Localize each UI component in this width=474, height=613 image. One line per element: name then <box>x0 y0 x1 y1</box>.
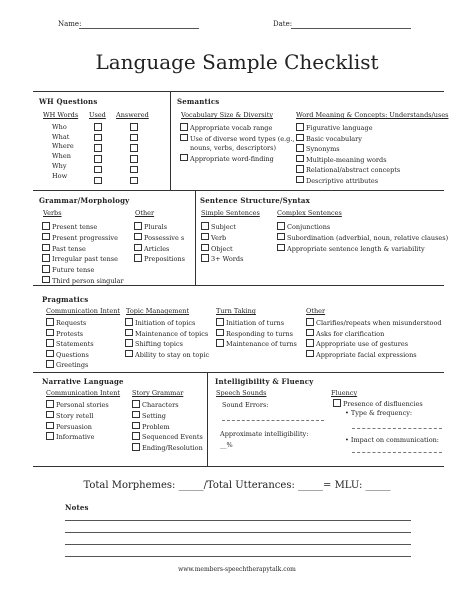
simple-item: Object <box>211 244 233 253</box>
checkbox[interactable] <box>42 254 50 262</box>
checkbox[interactable] <box>296 176 304 184</box>
percent-field[interactable]: __% <box>220 441 233 449</box>
wh-word: What <box>52 132 70 141</box>
wh-word: How <box>52 171 68 180</box>
notes-heading: Notes <box>65 503 89 512</box>
wh-word: When <box>52 152 71 161</box>
narr-comm-heading: Communication Intent <box>46 389 121 397</box>
checkbox[interactable] <box>296 123 304 131</box>
prag-comm-item: Requests <box>56 319 87 327</box>
grammar-other-item: Plurals <box>144 223 168 231</box>
checkbox[interactable] <box>306 339 314 347</box>
simple-heading: Simple Sentences <box>201 209 260 217</box>
turn-item: Initiation of turns <box>226 319 285 327</box>
checkbox[interactable] <box>132 400 140 408</box>
wh-answered-column <box>130 123 140 187</box>
fluency-heading: Fluency <box>331 389 358 397</box>
divider <box>207 372 208 466</box>
wh-used-checkbox[interactable] <box>94 134 102 142</box>
divider <box>33 190 444 191</box>
prag-other-item: Appropriate facial expressions <box>316 350 417 359</box>
checkbox[interactable] <box>46 400 54 408</box>
date-label: Date: <box>273 20 293 28</box>
narr-comm-list <box>46 400 109 443</box>
pragmatics-heading: Pragmatics <box>42 295 89 304</box>
story-item: Ending/Resolution <box>142 444 203 453</box>
prag-other-list <box>306 318 442 360</box>
type-freq-row: • Type & frequency: <box>345 409 413 417</box>
simple-item: Subject <box>211 223 236 231</box>
date-field[interactable] <box>291 28 411 29</box>
type-freq-label: Type & frequency: <box>350 409 413 417</box>
presence-row <box>333 399 423 409</box>
prag-other-item: Asks for clarification <box>316 329 385 338</box>
wh-used-checkbox[interactable] <box>94 155 102 163</box>
grammar-heading: Grammar/Morphology <box>39 196 130 205</box>
verbs-list <box>42 222 124 287</box>
story-item: Sequenced Events <box>142 433 203 442</box>
wh-col-used: Used <box>89 111 106 119</box>
turn-item: Responding to turns <box>226 329 294 338</box>
grammar-other-item: Possessive s <box>144 233 185 242</box>
meaning-item: Figurative language <box>306 124 373 132</box>
prag-other-item: Appropriate use of gestures <box>316 340 409 349</box>
simple-item: Verb <box>211 233 227 242</box>
complex-item: Conjunctions <box>287 223 331 231</box>
checkbox[interactable] <box>277 244 285 252</box>
checkbox[interactable] <box>201 244 209 252</box>
checkbox[interactable] <box>42 265 50 273</box>
mlu-totals: Total Morphemes: _____/Total Utterances: _____= MLU: _____ <box>83 480 391 491</box>
checkbox[interactable] <box>46 411 54 419</box>
checkbox[interactable] <box>306 318 314 326</box>
wh-word: Who <box>52 123 67 131</box>
complex-item: Subordination (adverbial, noun, relative clauses) <box>287 233 449 242</box>
story-list <box>132 400 203 454</box>
checkbox[interactable] <box>125 318 133 326</box>
wh-answered-checkbox[interactable] <box>130 155 138 163</box>
speech-heading: Speech Sounds <box>216 389 267 397</box>
wh-col-answered: Answered <box>116 111 149 119</box>
checkbox[interactable] <box>42 244 50 252</box>
complex-list <box>277 222 448 254</box>
topic-item: Shifting topics <box>135 340 183 349</box>
checkbox[interactable] <box>132 443 140 451</box>
checkbox[interactable] <box>180 154 188 162</box>
prag-comm-heading: Communication Intent <box>46 307 121 315</box>
vocab-item: Appropriate vocab range <box>190 124 273 132</box>
topic-heading: Topic Management <box>126 307 190 315</box>
divider <box>170 91 171 190</box>
wh-answered-checkbox[interactable] <box>130 134 138 142</box>
wh-answered-checkbox[interactable] <box>130 144 138 152</box>
checkbox[interactable] <box>134 222 142 230</box>
narr-comm-item: Informative <box>56 433 95 442</box>
prag-comm-item: Statements <box>56 340 94 349</box>
wh-word: Why <box>52 161 67 170</box>
page-title: Language Sample Checklist <box>95 50 379 74</box>
vocab-heading: Vocabulary Size & Diversity <box>181 111 274 119</box>
simple-item: 3+ Words <box>211 255 244 264</box>
story-heading: Story Grammar <box>132 389 184 397</box>
checkbox[interactable] <box>201 254 209 262</box>
checkbox[interactable] <box>42 233 50 241</box>
impact-row: • Impact on communication: <box>345 436 439 444</box>
wh-words-list <box>52 123 74 181</box>
semantics-heading: Semantics <box>177 97 220 106</box>
meaning-heading: Word Meaning & Concepts: Understands/uses <box>296 111 449 119</box>
checkbox[interactable] <box>201 222 209 230</box>
verb-item: Future tense <box>52 266 95 275</box>
checkbox[interactable] <box>296 144 304 152</box>
divider <box>33 372 444 373</box>
wh-heading: WH Questions <box>39 97 98 106</box>
notes-line[interactable] <box>65 520 411 521</box>
checkbox[interactable] <box>134 244 142 252</box>
checkbox[interactable] <box>46 432 54 440</box>
divider <box>33 91 444 92</box>
wh-used-checkbox[interactable] <box>94 177 102 185</box>
impact-line[interactable] <box>352 452 442 453</box>
prag-other-item: Clarifies/repeats when misunderstood <box>316 319 442 327</box>
grammar-other-heading: Other <box>135 209 155 217</box>
checkbox[interactable] <box>125 350 133 358</box>
meaning-item: Basic vocabulary <box>306 134 362 143</box>
wh-word: Where <box>52 142 74 151</box>
meaning-list <box>296 123 400 187</box>
wh-used-checkbox[interactable] <box>94 123 102 131</box>
checkbox[interactable] <box>277 233 285 241</box>
turn-item: Maintenance of turns <box>226 340 297 349</box>
divider <box>195 190 196 285</box>
wh-used-checkbox[interactable] <box>94 144 102 152</box>
topic-item: Maintenance of topics <box>135 329 209 338</box>
intelligibility-heading: Intelligibility & Fluency <box>215 377 314 386</box>
divider <box>33 466 444 467</box>
wh-used-checkbox[interactable] <box>94 166 102 174</box>
verb-item: Third person singular <box>52 276 124 285</box>
checkbox[interactable] <box>46 329 54 337</box>
checkbox[interactable] <box>277 222 285 230</box>
checkbox[interactable] <box>296 134 304 142</box>
syntax-heading: Sentence Structure/Syntax <box>200 196 311 205</box>
vocab-item: nouns, verbs, descriptors) <box>190 144 277 153</box>
grammar-other-item: Articles <box>144 244 170 253</box>
prag-comm-item: Greetings <box>56 361 89 370</box>
grammar-other-list <box>134 222 185 265</box>
prag-other-heading: Other <box>306 307 326 315</box>
checkbox[interactable] <box>46 360 54 368</box>
notes-line[interactable] <box>65 532 411 533</box>
name-field[interactable] <box>79 28 199 29</box>
checkbox[interactable] <box>333 399 341 407</box>
presence-label: Presence of disfluencies <box>343 400 423 408</box>
checkbox[interactable] <box>125 339 133 347</box>
meaning-item: Relational/abstract concepts <box>306 166 401 175</box>
type-freq-line[interactable] <box>352 428 442 429</box>
checkbox[interactable] <box>134 254 142 262</box>
checkbox[interactable] <box>134 233 142 241</box>
checkbox[interactable] <box>125 329 133 337</box>
narr-comm-item: Story retell <box>56 411 94 420</box>
checkbox[interactable] <box>132 432 140 440</box>
turn-heading: Turn Taking <box>216 307 256 315</box>
notes-line[interactable] <box>65 556 411 557</box>
topic-list <box>125 318 209 360</box>
checkbox[interactable] <box>216 318 224 326</box>
checkbox[interactable] <box>42 222 50 230</box>
story-item: Characters <box>142 401 179 409</box>
meaning-item: Multiple-meaning words <box>306 155 387 164</box>
vocab-item: Use of diverse word types (e.g., <box>190 134 295 143</box>
prag-comm-list <box>46 318 94 371</box>
narrative-heading: Narrative Language <box>42 377 124 386</box>
turn-list <box>216 318 297 350</box>
story-item: Setting <box>142 411 166 420</box>
checkbox[interactable] <box>132 422 140 430</box>
footer-url: www.members-speechtherapytalk.com <box>178 566 296 573</box>
prag-comm-item: Questions <box>56 350 89 359</box>
checkbox[interactable] <box>201 233 209 241</box>
sound-errors-line[interactable] <box>222 420 324 421</box>
story-item: Problem <box>142 422 170 431</box>
checkbox[interactable] <box>180 134 188 142</box>
verb-item: Present tense <box>52 223 98 231</box>
wh-answered-checkbox[interactable] <box>130 177 138 185</box>
topic-item: Initiation of topics <box>135 319 196 327</box>
name-label: Name: <box>58 20 82 28</box>
checkbox[interactable] <box>296 155 304 163</box>
impact-label: Impact on communication: <box>350 436 439 444</box>
checkbox[interactable] <box>306 329 314 337</box>
checkbox[interactable] <box>46 318 54 326</box>
narr-comm-item: Personal stories <box>56 401 109 409</box>
vocab-list <box>180 123 294 164</box>
wh-col-words: WH Words <box>43 111 79 119</box>
checkbox[interactable] <box>132 411 140 419</box>
sound-errors-label: Sound Errors: <box>222 401 269 409</box>
complex-heading: Complex Sentences <box>277 209 342 217</box>
checkbox[interactable] <box>180 123 188 131</box>
simple-list <box>201 222 243 265</box>
checkbox[interactable] <box>46 339 54 347</box>
checkbox[interactable] <box>46 350 54 358</box>
meaning-item: Synonyms <box>306 145 340 154</box>
narr-comm-item: Persuasion <box>56 422 92 431</box>
verb-item: Irregular past tense <box>52 255 118 264</box>
checkbox[interactable] <box>42 276 50 284</box>
topic-item: Ability to stay on topic <box>135 350 210 359</box>
verb-item: Past tense <box>52 244 86 253</box>
notes-line[interactable] <box>65 544 411 545</box>
checkbox[interactable] <box>296 165 304 173</box>
grammar-other-item: Prepositions <box>144 255 185 264</box>
wh-answered-checkbox[interactable] <box>130 166 138 174</box>
approx-label: Approximate intelligibility: <box>220 430 309 438</box>
meaning-item: Descriptive attributes <box>306 176 379 185</box>
checkbox[interactable] <box>306 350 314 358</box>
checkbox[interactable] <box>216 329 224 337</box>
wh-used-column <box>94 123 104 187</box>
verbs-heading: Verbs <box>43 209 62 217</box>
prag-comm-item: Protests <box>56 329 84 338</box>
complex-item: Appropriate sentence length & variability <box>287 244 425 253</box>
checkbox[interactable] <box>46 422 54 430</box>
vocab-item: Appropriate word-finding <box>190 154 274 163</box>
wh-answered-checkbox[interactable] <box>130 123 138 131</box>
checkbox[interactable] <box>216 339 224 347</box>
verb-item: Present progressive <box>52 233 118 242</box>
